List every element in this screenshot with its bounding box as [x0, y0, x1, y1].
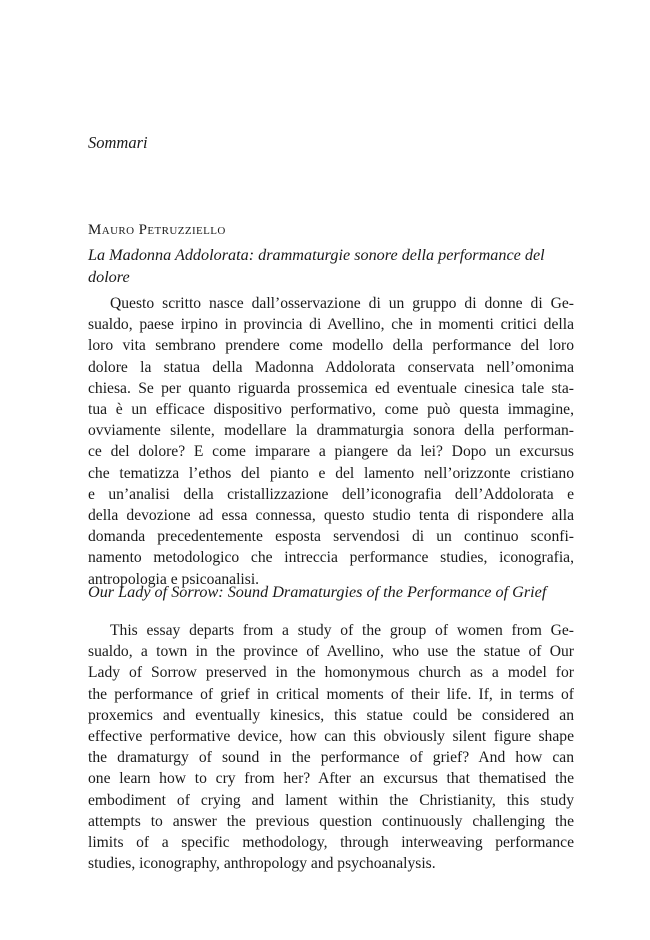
abstract-line: Questo scritto nasce dall’osservazione di un gruppo di donne di Ge-: [110, 295, 574, 312]
abstract-line: che tematizza l’ethos del pianto e del lamento nell’orizzonte cristiano: [88, 464, 574, 482]
italian-title: [88, 245, 574, 288]
abstract-line: the dramaturgy of sound in the performance of grief? And how can: [88, 749, 574, 767]
abstract-line: proxemics and eventually kinesics, this statue could be considered an: [88, 706, 574, 724]
abstract-line: embodiment of crying and lament within the Christianity, this study: [88, 791, 574, 809]
abstract-line: dolore la statua della Madonna Addolorata conservata nell’omonima: [88, 358, 574, 376]
abstract-line: the performance of grief in critical moments of their life. If, in terms of: [88, 685, 574, 703]
abstract-line: antropologia e psicoanalisi.: [88, 570, 260, 588]
italian-title-line: dolore: [88, 267, 130, 286]
abstract-line: limits of a specific methodology, through interweaving performance: [88, 834, 574, 852]
abstract-line: ce del dolore? E come imparare a piangere da lei? Dopo un excursus: [88, 443, 574, 461]
author-name: Mauro Petruzziello: [88, 222, 226, 238]
abstract-line: sualdo, a town in the province of Avellino, who use the statue of Our: [88, 643, 574, 661]
english-title: Our Lady of Sorrow: Sound Dramaturgies of the Performance of Grief: [88, 583, 547, 601]
abstract-line: chiesa. Se per quanto riguarda prossemica ed eventuale cinesica tale sta-: [88, 379, 574, 397]
italian-title-line: La Madonna Addolorata: drammaturgie sonore della performance del: [88, 246, 545, 264]
abstract-line: Lady of Sorrow preserved in the homonymous church as a model for: [88, 664, 574, 682]
abstract-line: effective performative device, how can this obviously silent figure shape: [88, 728, 574, 746]
abstract-line: domanda precedentemente esposta servendosi di un continuo sconfi-: [88, 528, 574, 546]
abstract-line: one learn how to cry from her? After an excursus that thematised the: [88, 770, 574, 788]
abstract-line: ovviamente silente, modellare la drammaturgia sonora della performan-: [88, 422, 574, 440]
english-abstract: [88, 620, 574, 874]
document-page: [88, 0, 574, 940]
abstract-line: This essay departs from a study of the group of women from Ge-: [110, 622, 574, 639]
italian-abstract: [88, 293, 574, 590]
abstract-line: e un’analisi della cristallizzazione dell’iconografia dell’Addolorata e: [88, 485, 574, 503]
section-heading: Sommari: [88, 133, 148, 152]
abstract-line: loro vita sembrano prendere come modello della performance del loro: [88, 337, 574, 355]
abstract-line: della devozione ad essa connessa, questo studio tenta di rispondere alla: [88, 507, 574, 525]
abstract-line: studies, iconography, anthropology and psychoanalysis.: [88, 855, 436, 873]
abstract-line: namento metodologico che intreccia performance studies, iconografia,: [88, 549, 574, 567]
abstract-line: sualdo, paese irpino in provincia di Avellino, che in momenti critici della: [88, 316, 574, 334]
abstract-line: attempts to answer the previous question continuously challenging the: [88, 812, 574, 830]
abstract-line: tua è un efficace dispositivo performativo, come può questa immagine,: [88, 401, 574, 419]
